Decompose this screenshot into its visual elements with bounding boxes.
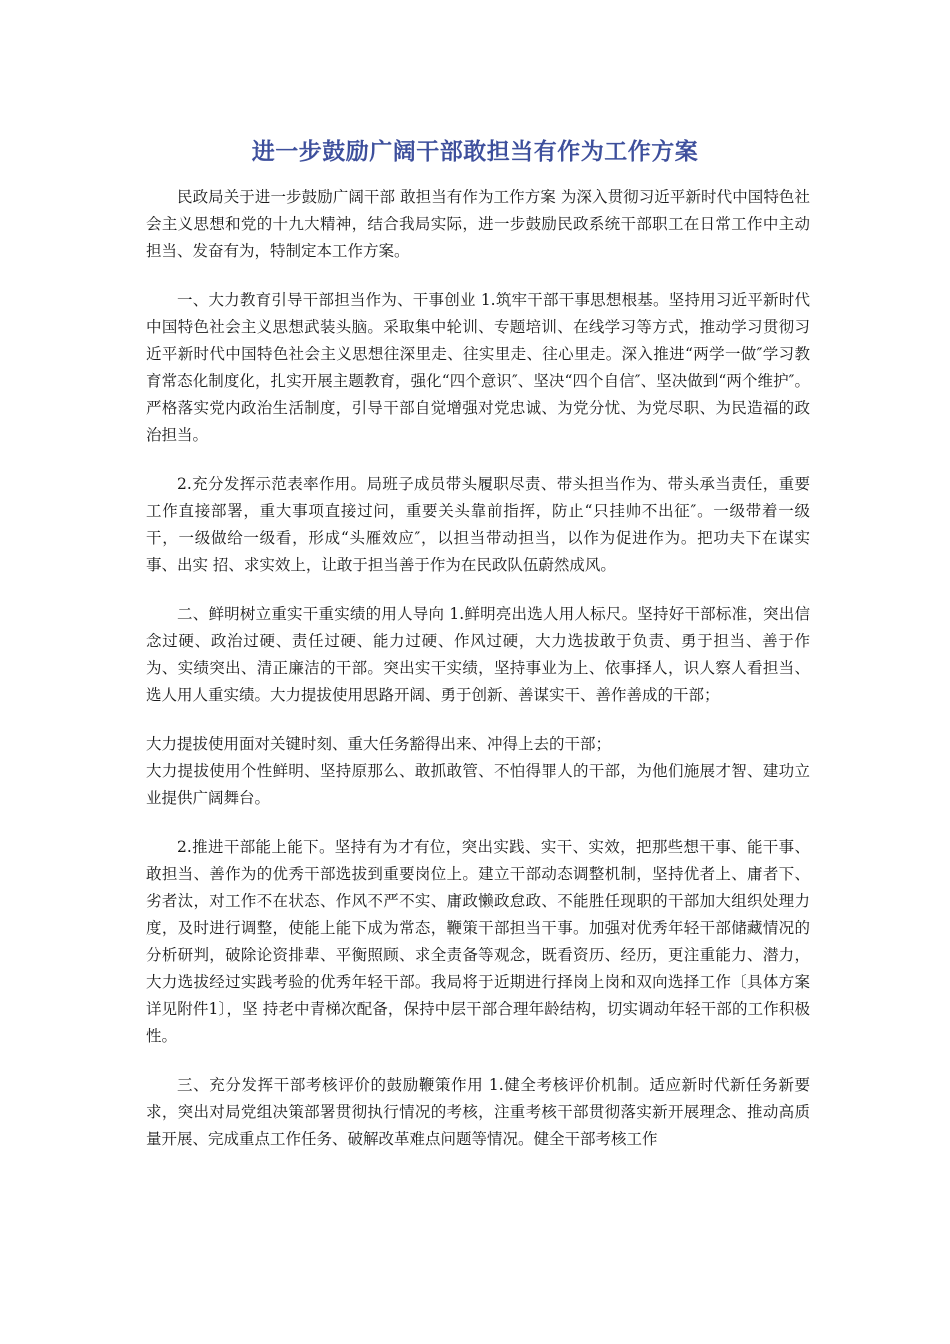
- document-title: 进一步鼓励广阔干部敢担当有作为工作方案: [251, 139, 699, 165]
- paragraph-intro: 民政局关于进一步鼓励广阔干部 敢担当有作为工作方案 为深入贯彻习近平新时代中国特色社会主义思想和党的十九大精神，结合我局实际，进一步鼓励民政系统干部职工在日常工作中主动担当、发奋有为，特制定本工作方案。: [146, 188, 810, 260]
- paragraph-section-2-item-2: 2.推进干部能上能下。坚持有为才有位，突出实践、实干、实效，把那些想干事、能干事、敢担当、善作为的优秀干部选拔到重要岗位上。建立干部动态调整机制，坚持优者上、庸者下、劣者汰，对工作不在状态、作风不严不实、庸政懒政怠政、不能胜任现职的干部加大组织处理力度，及时进行调整，使能上能下成为常态，鞭策干部担当干事。加强对优秀年轻干部储藏情况的分析研判，破除论资排辈、平衡照顾、求全责备等观念，既看资历、经历，更注重能力、潜力，大力选拔经过实践考验的优秀年轻干部。我局将于近期进行择岗上岗和双向选择工作〔具体方案详见附件1〕，坚 持老中青梯次配备，保持中层干部合理年龄结构，切实调动年轻干部的工作积极性。: [146, 838, 810, 1045]
- paragraph-section-2-item-1: 二、鲜明树立重实干重实绩的用人导向 1.鲜明亮出选人用人标尺。坚持好干部标准，突出信念过硬、政治过硬、责任过硬、能力过硬、作风过硬，大力选拔敢于负责、勇于担当、善于作为、实绩突出、清正廉洁的干部。突出实干实绩，坚持事业为上、依事择人，识人察人看担当、选人用人重实绩。大力提拔使用思路开阔、勇于创新、善谋实干、善作善成的干部；: [146, 605, 810, 704]
- paragraph-section-1-item-2: 2.充分发挥示范表率作用。局班子成员带头履职尽责、带头担当作为、带头承当责任，重要工作直接部署，重大事项直接过问，重要关头靠前指挥，防止“只挂帅不出征″。一级带着一级干，一级做给一级看，形成“头雁效应″，以担当带动担当，以作为促进作为。把功夫下在谋实事、出实 招、求实效上，让敢于担当善于作为在民政队伍蔚然成风。: [146, 475, 810, 574]
- paragraph-section-2-line-b: 大力提拔使用个性鲜明、坚持原那么、敢抓敢管、不怕得罪人的干部，为他们施展才智、建功立业提供广阔舞台。: [146, 762, 810, 807]
- paragraph-section-1-item-1: 一、大力教育引导干部担当作为、干事创业 1.筑牢干部干事思想根基。坚持用习近平新时代中国特色社会主义思想武装头脑。采取集中轮训、专题培训、在线学习等方式，推动学习贯彻习近平新时代中国特色社会主义思想往深里走、往实里走、往心里走。深入推进“两学一做″学习教育常态化制度化，扎实开展主题教育，强化“四个意识″、坚决“四个自信″、坚决做到“两个维护″。严格落实党内政治生活制度，引导干部自觉增强对党忠诚、为党分忧、为党尽职、为民造福的政治担当。: [146, 291, 810, 444]
- paragraph-section-2-line-a: 大力提拔使用面对关键时刻、重大任务豁得出来、冲得上去的干部；: [146, 735, 612, 753]
- document-body: [146, 184, 810, 1175]
- paragraph-section-3-item-1: 三、充分发挥干部考核评价的鼓励鞭策作用 1.健全考核评价机制。适应新时代新任务新要求，突出对局党组决策部署贯彻执行情况的考核，注重考核干部贯彻落实新开展理念、推动高质量开展、完成重点工作任务、破解改革难点问题等情况。健全干部考核工作: [146, 1076, 810, 1148]
